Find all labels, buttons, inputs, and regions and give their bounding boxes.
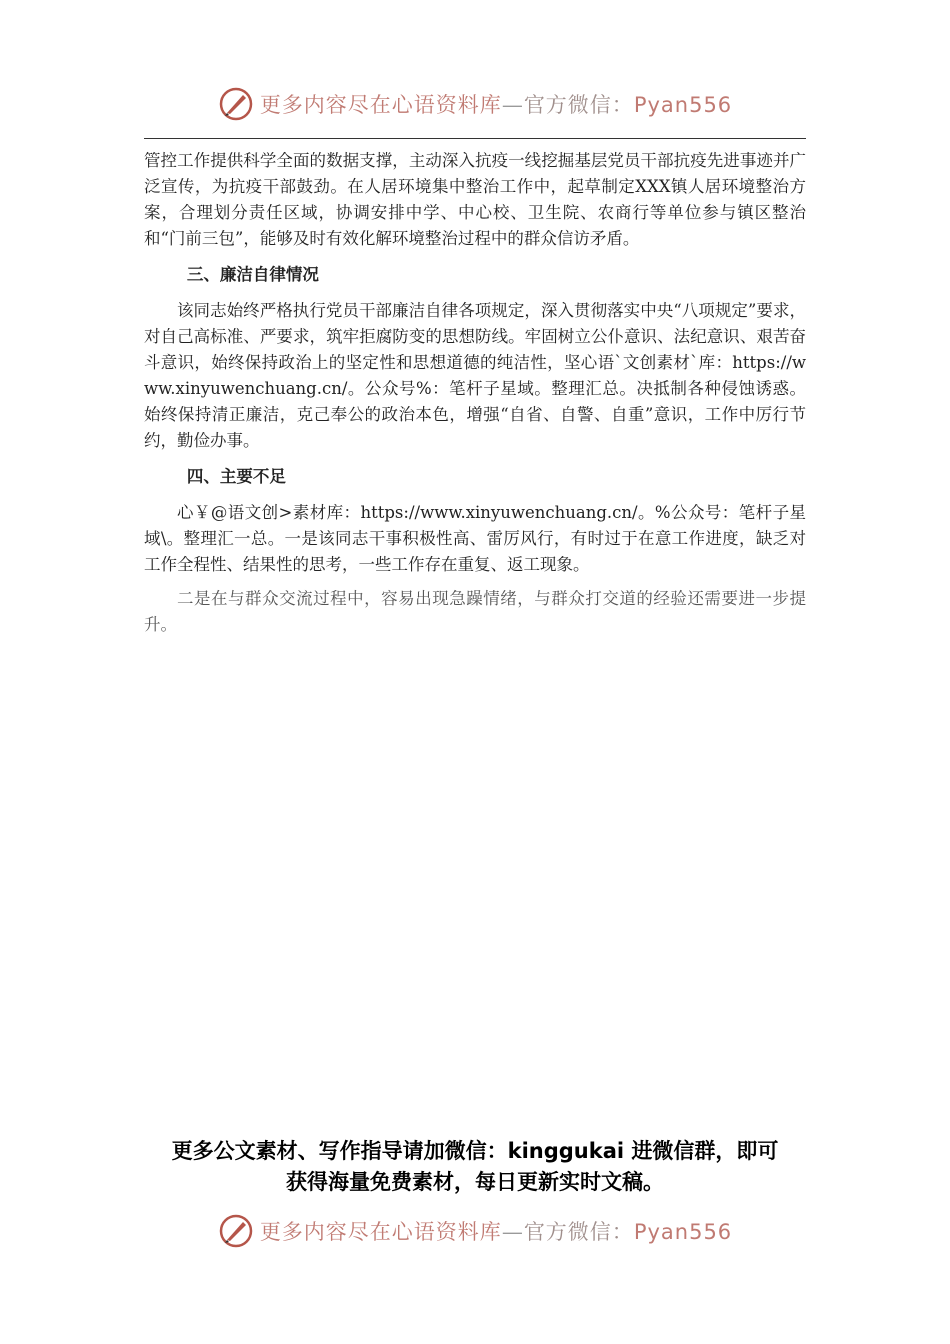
brand-separator: — — [501, 1220, 524, 1244]
header-brand — [0, 84, 950, 124]
paragraph-integrity: 该同志始终严格执行党员干部廉洁自律各项规定，深入贯彻落实中央“八项规定”要求，对自己高标准、严要求，筑牢拒腐防变的思想防线。牢固树立公仆意识、法纪意识、艰苦奋斗意识，始终保持政治上的坚定性和思想道德的纯洁性，坚心语`文创素材`库：https://www.xinyuwenchuang.cn/。公众号%：笔杆子星域。整理汇总。决抵制各种侵蚀诱惑。始终保持清正廉洁，克己奉公的政治本色，增强“自省、自警、自重”意识，工作中厉行节约，勤俭办事。 — [144, 301, 806, 450]
footer-brand — [0, 1211, 950, 1251]
paragraph-shortcoming-1: 心￥@语文创>素材库：https://www.xinyuwenchuang.cn/。%公众号：笔杆子星域\。整理汇一总。一是该同志干事积极性高、雷厉风行，有时过于在意工作进度，缺乏对工作全程性、结果性的思考，一些工作存在重复、返工现象。 — [144, 503, 806, 574]
footer-advert — [110, 1136, 840, 1198]
quill-logo-icon — [218, 1213, 254, 1249]
section-heading-shortcomings: 四、主要不足 — [186, 467, 286, 486]
brand-separator: — — [501, 93, 524, 117]
advert-line-2: 获得海量免费素材，每日更新实时文稿。 — [286, 1170, 664, 1194]
advert-line-1: 更多公文素材、写作指导请加微信：kinggukai 进微信群，即可 — [171, 1139, 779, 1163]
brand-name: 更多内容尽在心语资料库 — [259, 93, 502, 117]
paragraph-shortcoming-2: 二是在与群众交流过程中，容易出现急躁情绪，与群众打交道的经验还需要进一步提升。 — [144, 589, 806, 634]
wechat-label: 官方微信： — [523, 93, 634, 117]
header-divider — [144, 138, 806, 139]
wechat-id: Pyan556 — [633, 1220, 733, 1244]
brand-title — [260, 89, 732, 119]
brand-title — [260, 1216, 732, 1246]
document-body — [144, 148, 806, 646]
wechat-label: 官方微信： — [523, 1220, 634, 1244]
paragraph-continued: 管控工作提供科学全面的数据支撑，主动深入抗疫一线挖掘基层党员干部抗疫先进事迹并广泛宣传，为抗疫干部鼓劲。在人居环境集中整治工作中，起草制定XXX镇人居环境整治方案，合理划分责任区域，协调安排中学、中心校、卫生院、农商行等单位参与镇区整治和“门前三包”，能够及时有效化解环境整治过程中的群众信访矛盾。 — [144, 151, 806, 248]
section-heading-integrity: 三、廉洁自律情况 — [186, 265, 319, 284]
quill-logo-icon — [218, 86, 254, 122]
brand-name: 更多内容尽在心语资料库 — [259, 1220, 502, 1244]
wechat-id: Pyan556 — [633, 93, 733, 117]
